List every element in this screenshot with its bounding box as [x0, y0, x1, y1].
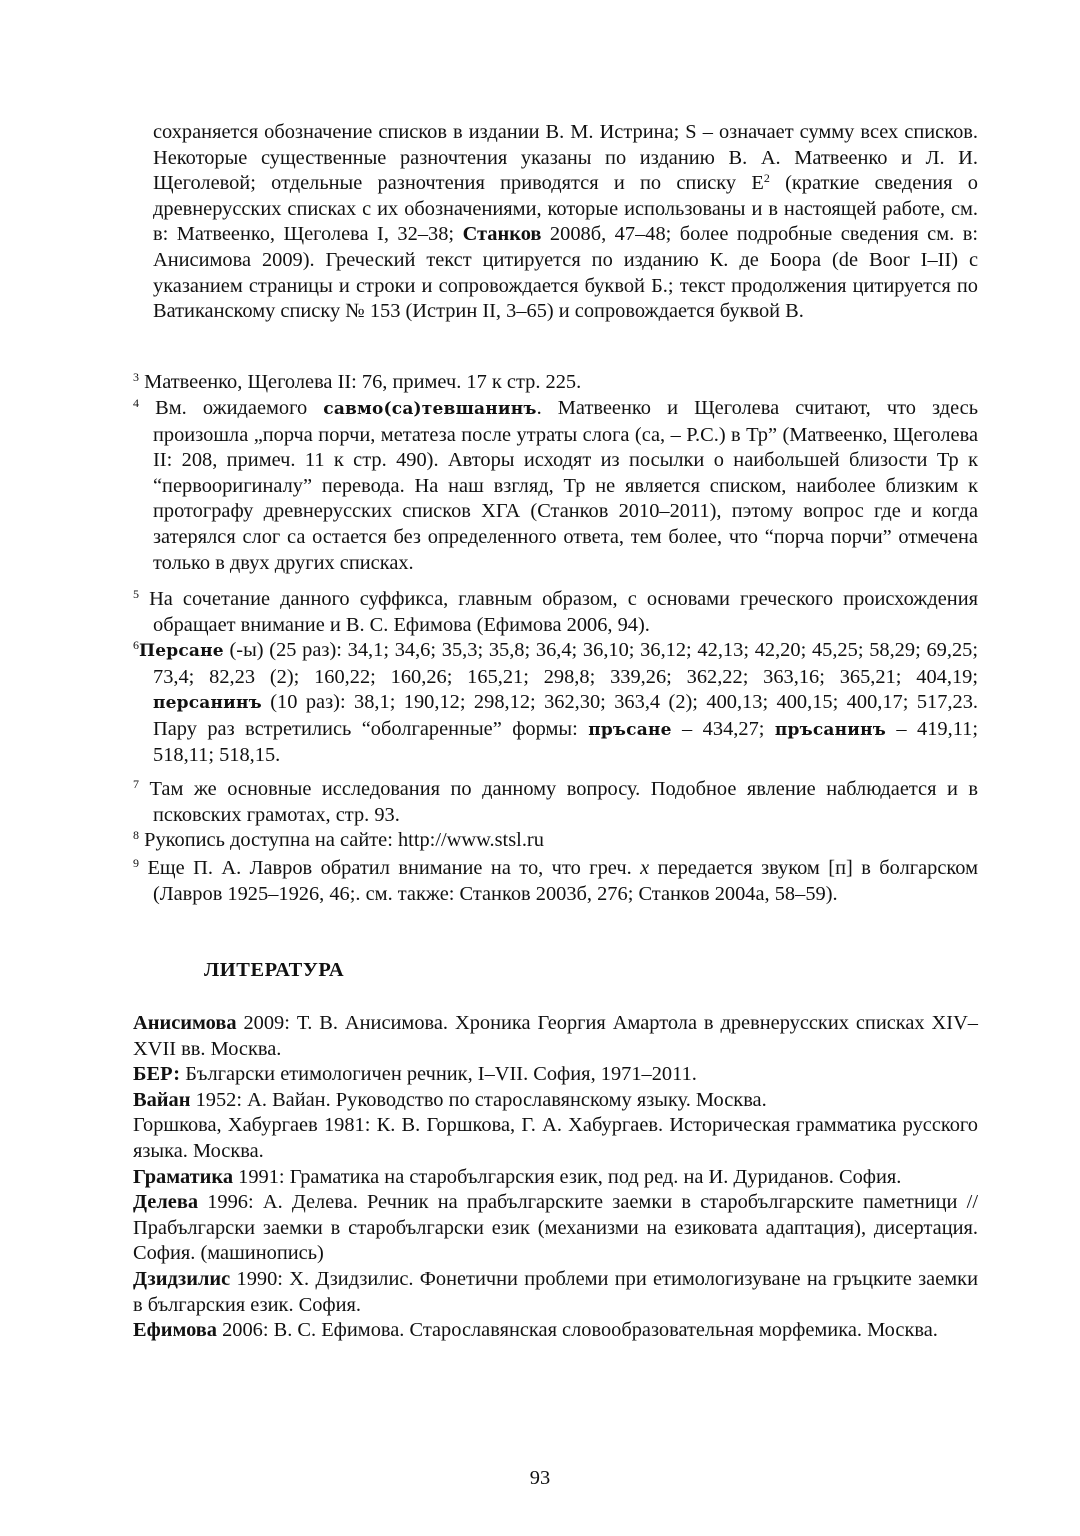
footnote-6-slavonic-4: пръсанинъ	[774, 719, 886, 740]
footnote-6-number: 6	[133, 638, 139, 652]
footnote-continuation-part-3: 2008б, 47–48; более подробные сведения см. в: Анисимова 2009). Греческий текст цитируется по изданию К. де Боора (de Boor I–II) с указанием страницы и строки и сопровождается буквой Б.; текст продолжения цитируется по Ватиканскому списку № 153 (Истрин II, 3–65) и сопровождается буквой В.	[153, 223, 978, 323]
reference-text: Български етимологичен речник, I–VII. София, 1971–2011.	[180, 1063, 697, 1086]
footnote-5	[133, 587, 978, 638]
reference-author: Дзидзилис	[133, 1267, 231, 1290]
reference-item	[133, 1165, 978, 1191]
footnote-8	[133, 828, 978, 854]
reference-item	[133, 1318, 978, 1344]
footnote-7-text: Там же основные исследования по данному вопросу. Подобное явление наблюдается и в псковских грамотах, стр. 93.	[139, 778, 978, 826]
footnote-4-text-b: . Матвеенко и Щеголева считают, что здесь произошла „порча порчи, метатеза после утраты слога (са, – Р.С.) в Тр” (Матвеенко, Щеголева II: 208, примеч. 11 к стр. 490). Авторы исходят из посылки о наибольшей близости Тр к “первооригиналу” перевода. На наш взгляд, Тр не является списком, наиболее близким к протографу древнерусских списков ХГА (Станков 2010–2011), пэтому вопрос где и когда затерялся слог са остается без определенного ответа, тем более, что “порча порчи” отмечена только в двух других списках.	[153, 397, 978, 574]
footnote-5-number: 5	[133, 587, 139, 601]
footnote-9-text-b: передается звуком [п] в болгарском (Лавров 1925–1926, 46;. см. также: Станков 2003б, 276; Станков 2004а, 58–59).	[153, 857, 979, 905]
reference-item	[133, 1062, 978, 1088]
footnote-4	[133, 396, 978, 576]
superscript-2: 2	[763, 171, 770, 186]
reference-text: 2009: Т. В. Анисимова. Хроника Георгия Амартола в древнерусских списках XIV–XVII вв. Москва.	[133, 1012, 978, 1060]
footnote-6	[133, 638, 978, 769]
footnote-continuation-text	[133, 120, 978, 325]
reference-text: 1991: Граматика на старобългарския език, под ред. на И. Дуриданов. София.	[233, 1165, 902, 1188]
reference-author: Делева	[133, 1191, 199, 1214]
reference-author: Анисимова	[133, 1012, 237, 1034]
footnote-9-text-a: Еще П. А. Лавров обратил внимание на то, что греч.	[139, 857, 641, 879]
footnote-4-number: 4	[133, 396, 139, 410]
section-heading: ЛИТЕРАТУРА	[204, 959, 345, 981]
reference-text: 1952: А. Вайан. Руководство по старославянскому языку. Москва.	[190, 1088, 767, 1111]
reference-item	[133, 1190, 978, 1267]
reference-text: 1996: А. Делева. Речник на прабългарските заемки в старобългарските паметници // Прабългарски заемки в старобългарски език (механизми на езиковата адаптация), дисертация. София. (машинопись)	[133, 1191, 978, 1265]
reference-text: Горшкова, Хабургаев 1981: К. В. Горшкова, Г. А. Хабургаев. Историческая грамматика русского языка. Москва.	[133, 1114, 978, 1162]
footnote-continuation	[133, 120, 978, 325]
reference-item	[133, 1088, 978, 1114]
reference-text: 2006: В. С. Ефимова. Старославянская словообразовательная морфемика. Москва.	[216, 1319, 938, 1342]
footnote-6-text-b: (10 раз): 38,1; 190,12; 298,12; 362,30; 363,4 (2); 400,13; 400,15; 400,17; 517,23. Пару раз встретились “оболгаренные” формы:	[153, 691, 978, 740]
footnote-6-text-c: – 434,27;	[671, 717, 775, 740]
reference-author: БЕР:	[133, 1063, 181, 1086]
footnote-6-slavonic-1: Персане	[139, 641, 224, 661]
footnote-continuation-part-1: сохраняется обозначение списков в издании В. М. Истрина; S – означает сумму всех списков. Некоторые существенные разночтения указаны по изданию В. А. Матвеенко и Л. И. Щеголевой; отдельные разночтения приводятся и по списку Е	[153, 121, 978, 195]
footnote-3	[133, 370, 978, 396]
footnote-continuation-bold-author: Станков	[462, 223, 542, 246]
reference-author: Вайан	[133, 1088, 191, 1111]
reference-author: Ефимова	[133, 1319, 217, 1342]
footnote-continuation-part-2: (краткие сведения о древнерусских списках с их обозначениями, которые использованы и в настоящей работе, см. в: Матвеенко, Щеголева I, 32–38;	[153, 172, 978, 246]
references-list	[133, 1011, 978, 1344]
footnote-9	[133, 856, 978, 907]
footnote-8-text: Рукопись доступна на сайте: http://www.stsl.ru	[139, 829, 544, 851]
footnote-3-number: 3	[133, 370, 139, 384]
reference-item	[133, 1267, 978, 1318]
footnote-6-slavonic-3: пръсане	[588, 719, 672, 740]
reference-author: Граматика	[133, 1165, 234, 1188]
footnote-9-number: 9	[133, 856, 139, 870]
reference-item	[133, 1011, 978, 1062]
reference-text: 1990: Х. Дзидзилис. Фонетични проблеми при етимологизуване на гръцките заемки в българския език. София.	[133, 1267, 978, 1316]
reference-item	[133, 1113, 978, 1164]
footnote-8-number: 8	[133, 828, 139, 842]
footnote-6-slavonic-2: персанинъ	[153, 693, 262, 714]
footnote-7-number: 7	[133, 777, 139, 791]
page-number: 93	[529, 1467, 551, 1489]
footnote-6-text-d: – 419,11; 518,11; 518,15.	[153, 717, 979, 767]
footnote-4-text-a: Вм. ожидаемого	[139, 397, 324, 419]
footnote-6-text-a: (-ы) (25 раз): 34,1; 34,6; 35,3; 35,8; 36,4; 36,10; 36,12; 42,13; 42,20; 45,25; 58,29; 69,25; 73,4; 82,23 (2); 160,22; 160,26; 165,21; 298,8; 339,26; 362,22; 363,16; 365,21; 404,19;	[153, 639, 978, 688]
footnote-3-text: Матвеенко, Щеголева II: 76, примеч. 17 к стр. 225.	[139, 371, 582, 393]
footnote-4-slavonic-word: савмо(са)тевшанинъ	[323, 399, 537, 419]
footnote-9-italic: x	[640, 857, 650, 879]
footnote-7	[133, 777, 978, 828]
footnote-5-text: На сочетание данного суффикса, главным образом, с основами греческого происхождения обращает внимание и В. С. Ефимова (Ефимова 2006, 94).	[139, 588, 978, 636]
